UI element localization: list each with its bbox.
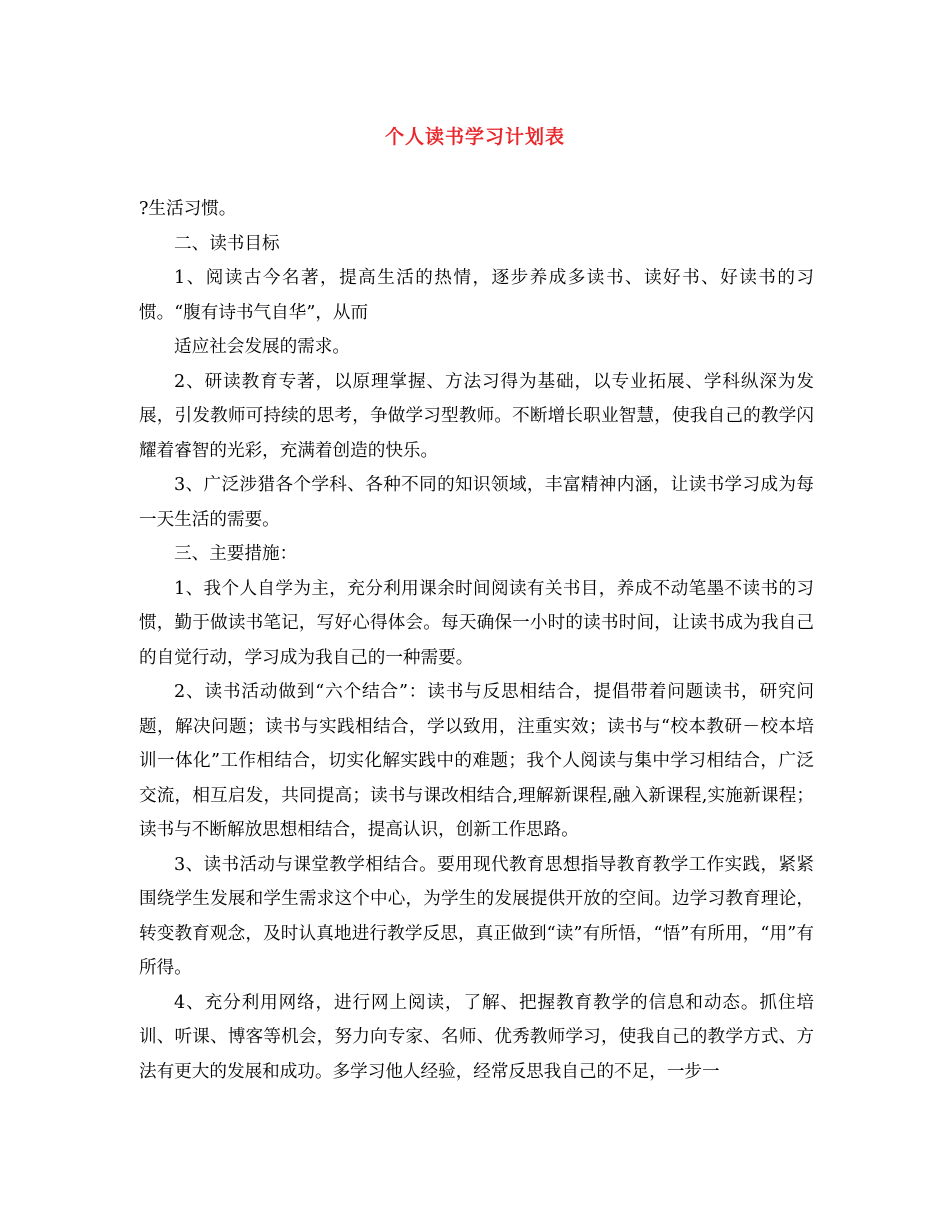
paragraph-goal-3: 3、广泛涉猎各个学科、各种不同的知识领域，丰富精神内涵，让读书学习成为每一天生活的需要。 xyxy=(139,475,814,530)
paragraph-goal-1-continued: 适应社会发展的需求。 xyxy=(174,337,350,357)
paragraph-measure-3: 3、读书活动与课堂教学相结合。要用现代教育思想指导教育教学工作实践，紧紧围绕学生发展和学生需求这个中心，为学生的发展提供开放的空间。边学习教育理论，转变教育观念，及时认真地进行教学反思，真正做到“读”有所悟，“悟”有所用，“用”有所得。 xyxy=(139,854,814,978)
document-title: 个人读书学习计划表 xyxy=(384,126,565,148)
paragraph-continuation: ?生活习惯。 xyxy=(139,199,237,219)
paragraph-measure-2: 2、读书活动做到“六个结合”：读书与反思相结合，提倡带着问题读书，研究问题，解决问题；读书与实践相结合，学以致用，注重实效；读书与“校本教研－校本培训一体化”工作相结合，切实化解实践中的难题；我个人阅读与集中学习相结合，广泛交流，相互启发，共同提高；读书与课改相结合,理解新课程,融入新课程,实施新课程；读书与不断解放思想相结合，提高认识，创新工作思路。 xyxy=(139,682,814,840)
paragraph-goal-2: 2、研读教育专著，以原理掌握、方法习得为基础，以专业拓展、学科纵深为发展，引发教师可持续的思考，争做学习型教师。不断增长职业智慧，使我自己的教学闪耀着睿智的光彩，充满着创造的快乐。 xyxy=(139,371,814,461)
paragraph-goal-1: 1、阅读古今名著，提高生活的热情，逐步养成多读书、读好书、好读书的习惯。“腹有诗书气自华”，从而 xyxy=(139,268,814,323)
section-heading-goals: 二、读书目标 xyxy=(174,233,280,254)
section-heading-measures: 三、主要措施： xyxy=(174,544,298,564)
paragraph-measure-4: 4、充分利用网络，进行网上阅读，了解、把握教育教学的信息和动态。抓住培训、听课、博客等机会，努力向专家、名师、优秀教师学习，使我自己的教学方式、方法有更大的发展和成功。多学习他人经验，经常反思我自己的不足，一步一 xyxy=(139,992,814,1082)
document-body xyxy=(139,192,814,1089)
paragraph-measure-1: 1、我个人自学为主，充分利用课余时间阅读有关书目，养成不动笔墨不读书的习惯，勤于做读书笔记，写好心得体会。每天确保一小时的读书时间，让读书成为我自己的自觉行动，学习成为我自己的一种需要。 xyxy=(139,578,814,668)
